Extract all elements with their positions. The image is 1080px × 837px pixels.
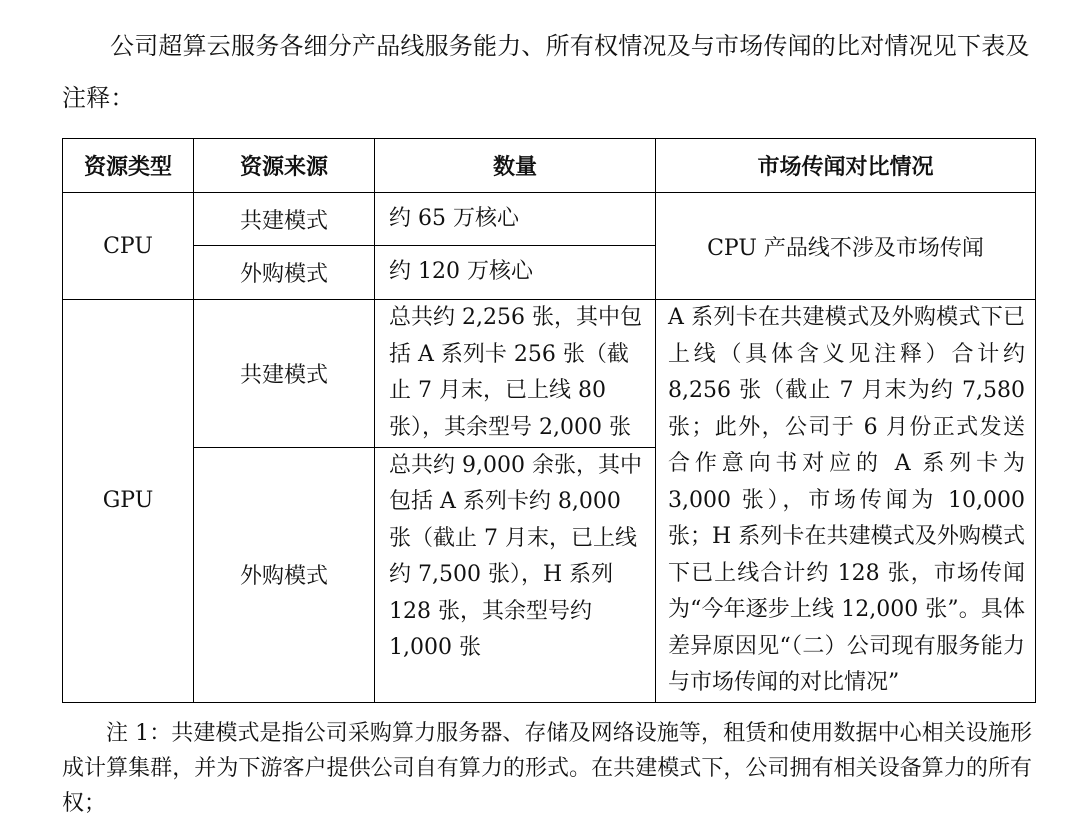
resource-table (62, 138, 1036, 703)
cpu-quantity-cobuild: 约 65 万核心 (375, 193, 656, 246)
header-rumor-comparison: 市场传闻对比情况 (656, 139, 1036, 193)
gpu-comparison-cell: A 系列卡在共建模式及外购模式下已上线（具体含义见注释）合计约 8,256 张（截止 7 月末为约 7,580 张；此外，公司于 6 月份正式发送合作意向书对应的 A 系列卡为 3,000 张），市场传闻为 10,000 张；H 系列卡在共建模式及外购模式下已上线合计约 128 张，市场传闻为“今年逐步上线 12,000 张”。具体差异原因见“（二）公司现有服务能力与市场传闻的对比情况” (656, 300, 1036, 703)
intro-paragraph: 公司超算云服务各细分产品线服务能力、所有权情况及与市场传闻的比对情况见下表及注释： (62, 32, 1030, 112)
gpu-source-cobuild: 共建模式 (194, 300, 375, 448)
cpu-quantity-purchase: 约 120 万核心 (375, 246, 656, 300)
table-header-row (63, 139, 1036, 193)
cpu-source-cobuild: 共建模式 (194, 193, 375, 246)
gpu-quantity-cobuild: 总共约 2,256 张，其中包括 A 系列卡 256 张（截止 7 月末，已上线 80 张），其余型号 2,000 张 (375, 300, 656, 448)
table-row (63, 300, 1036, 448)
footnote-1: 注 1：共建模式是指公司采购算力服务器、存储及网络设施等，租赁和使用数据中心相关设施形成计算集群，并为下游客户提供公司自有算力的形式。在共建模式下，公司拥有相关设备算力的所有权； (62, 721, 1032, 816)
gpu-quantity-purchase: 总共约 9,000 余张，其中包括 A 系列卡约 8,000 张（截止 7 月末，已上线约 7,500 张），H 系列 128 张，其余型号约 1,000 张 (375, 447, 656, 702)
gpu-source-purchase: 外购模式 (194, 447, 375, 702)
cpu-type-cell: CPU (63, 193, 194, 300)
table-row (63, 193, 1036, 246)
cpu-comparison-cell: CPU 产品线不涉及市场传闻 (656, 193, 1036, 300)
gpu-type-cell: GPU (63, 300, 194, 703)
cpu-source-purchase: 外购模式 (194, 246, 375, 300)
header-resource-source: 资源来源 (194, 139, 375, 193)
header-quantity: 数量 (375, 139, 656, 193)
header-resource-type: 资源类型 (63, 139, 194, 193)
